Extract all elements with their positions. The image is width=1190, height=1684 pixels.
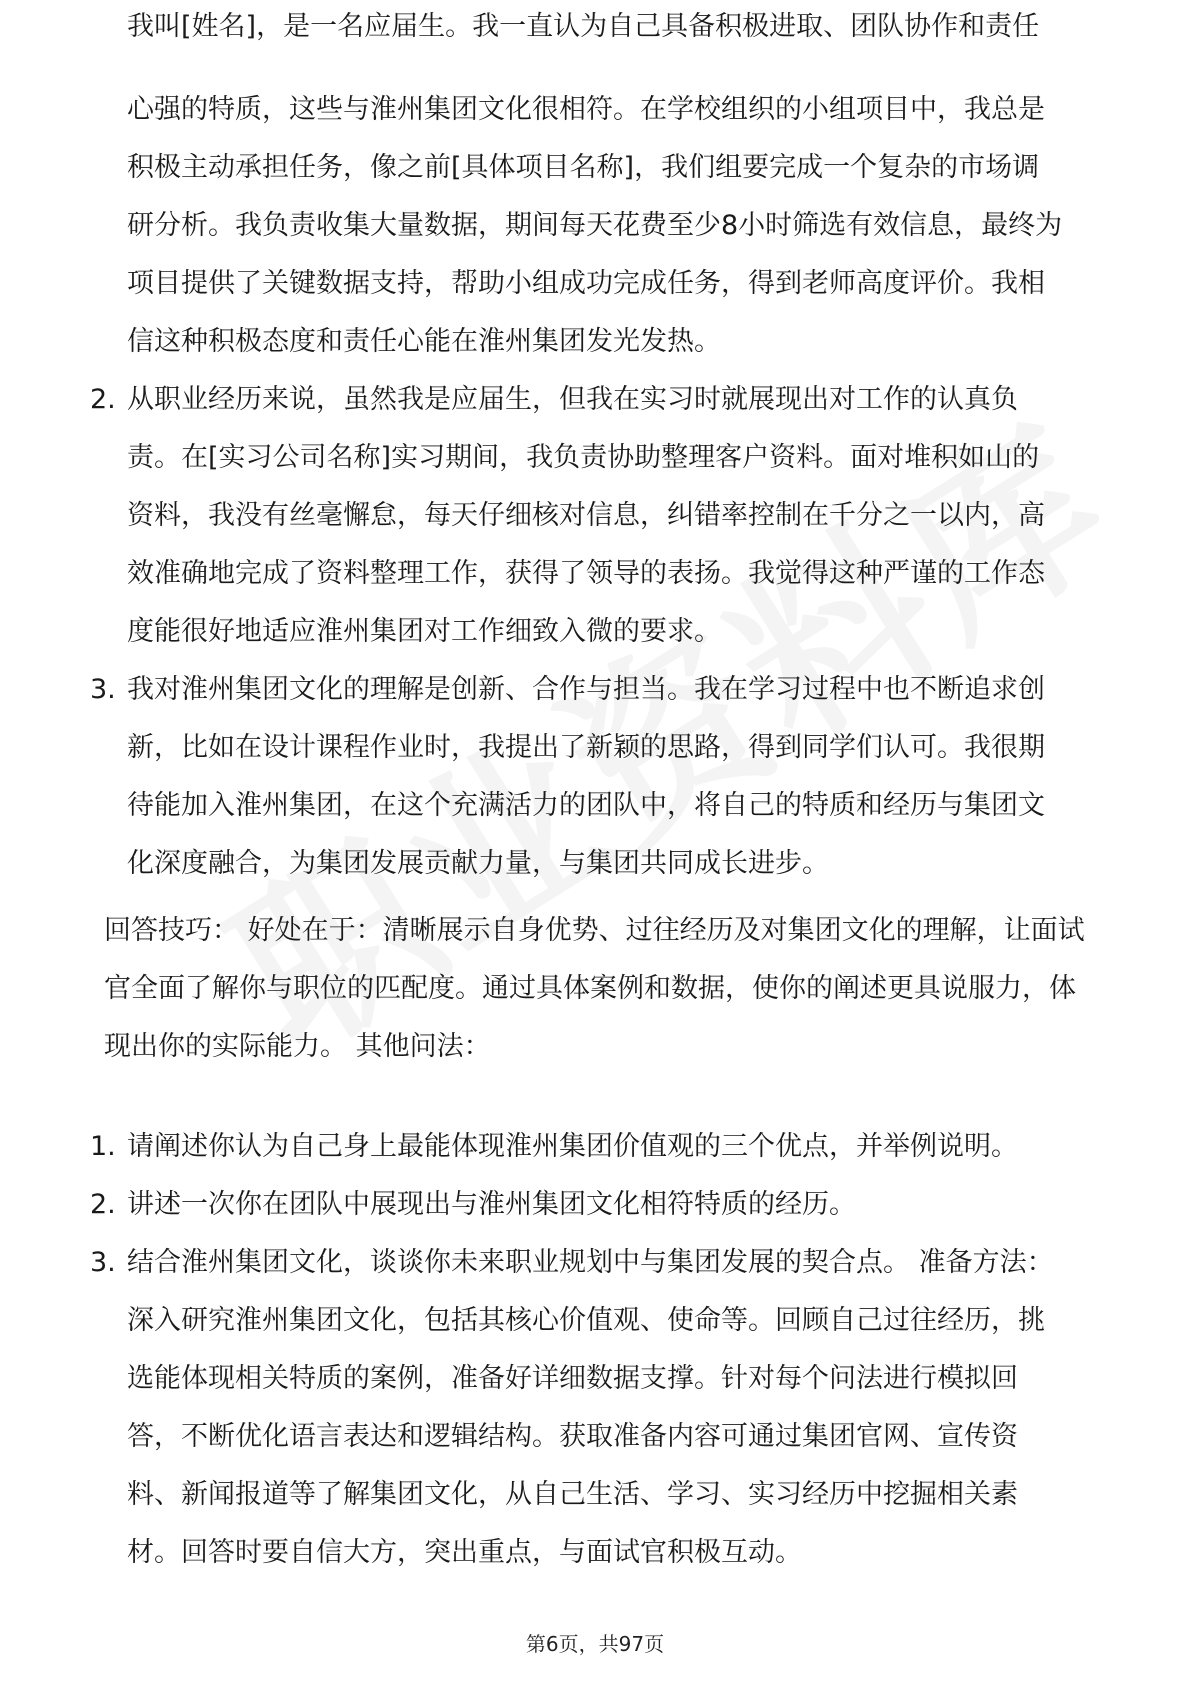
list-number: 1.	[90, 1131, 116, 1162]
line: 资料，我没有丝毫懈怠，每天仔细核对信息，纠错率控制在千分之一以内，高	[127, 500, 1045, 531]
line: 化深度融合，为集团发展贡献力量，与集团共同成长进步。	[127, 848, 829, 879]
line: 材。回答时要自信大方，突出重点，与面试官积极互动。	[127, 1537, 802, 1568]
line: 深入研究淮州集团文化，包括其核心价值观、使命等。回顾自己过往经历，挑	[127, 1305, 1045, 1336]
line: 研分析。我负责收集大量数据，期间每天花费至少8小时筛选有效信息，最终为	[127, 210, 1063, 241]
list-number: 3.	[90, 674, 116, 705]
list-item	[90, 81, 1130, 371]
line: 结合淮州集团文化，谈谈你未来职业规划中与集团发展的契合点。 准备方法：	[127, 1247, 1054, 1278]
list-item	[90, 1234, 1130, 1582]
line: 选能体现相关特质的案例，准备好详细数据支撑。针对每个问法进行模拟回	[127, 1363, 1018, 1394]
line: 现出你的实际能力。 其他问法：	[104, 1031, 491, 1062]
list-number: 2.	[90, 1189, 116, 1220]
line: 讲述一次你在团队中展现出与淮州集团文化相符特质的经历。	[127, 1189, 856, 1220]
line: 回答技巧： 好处在于：清晰展示自身优势、过往经历及对集团文化的理解，让面试	[104, 915, 1085, 946]
line: 信这种积极态度和责任心能在淮州集团发光发热。	[127, 326, 721, 357]
list-item	[90, 371, 1130, 661]
list-item	[90, 1118, 1130, 1176]
list-item	[90, 661, 1130, 893]
cut-off-top-line	[90, 11, 1130, 60]
line: 项目提供了关键数据支持，帮助小组成功完成任务，得到老师高度评价。我相	[127, 268, 1045, 299]
line: 答，不断优化语言表达和逻辑结构。获取准备内容可通过集团官网、宣传资	[127, 1421, 1018, 1452]
line: 积极主动承担任务，像之前[具体项目名称]，我们组要完成一个复杂的市场调	[127, 152, 1040, 183]
line: 料、新闻报道等了解集团文化，从自己生活、学习、实习经历中挖掘相关素	[127, 1479, 1018, 1510]
line: 心强的特质，这些与淮州集团文化很相符。在学校组织的小组项目中，我总是	[127, 94, 1045, 125]
line: 从职业经历来说，虽然我是应届生，但我在实习时就展现出对工作的认真负	[127, 384, 1018, 415]
line: 官全面了解你与职位的匹配度。通过具体案例和数据，使你的阐述更具说服力，体	[104, 973, 1076, 1004]
line: 待能加入淮州集团，在这个充满活力的团队中，将自己的特质和经历与集团文	[127, 790, 1045, 821]
other-questions-list	[90, 1118, 1130, 1582]
page-number: 第6页，共97页	[525, 1632, 665, 1656]
line: 度能很好地适应淮州集团对工作细致入微的要求。	[127, 616, 721, 647]
line: 责。在[实习公司名称]实习期间，我负责协助整理客户资料。面对堆积如山的	[127, 442, 1040, 473]
answer-list	[90, 81, 1130, 893]
line: 我对淮州集团文化的理解是创新、合作与担当。我在学习过程中也不断追求创	[127, 674, 1045, 705]
cut-off-text: 我叫[姓名]，是一名应届生。我一直认为自己具备积极进取、团队协作和责任	[127, 11, 1040, 42]
list-number: 2.	[90, 384, 116, 415]
list-item	[90, 1176, 1130, 1234]
line: 效准确地完成了资料整理工作，获得了领导的表扬。我觉得这种严谨的工作态	[127, 558, 1045, 589]
line: 新，比如在设计课程作业时，我提出了新颖的思路，得到同学们认可。我很期	[127, 732, 1045, 763]
list-number: 3.	[90, 1247, 116, 1278]
line: 请阐述你认为自己身上最能体现淮州集团价值观的三个优点，并举例说明。	[127, 1131, 1018, 1162]
answer-tips	[104, 902, 1124, 1076]
